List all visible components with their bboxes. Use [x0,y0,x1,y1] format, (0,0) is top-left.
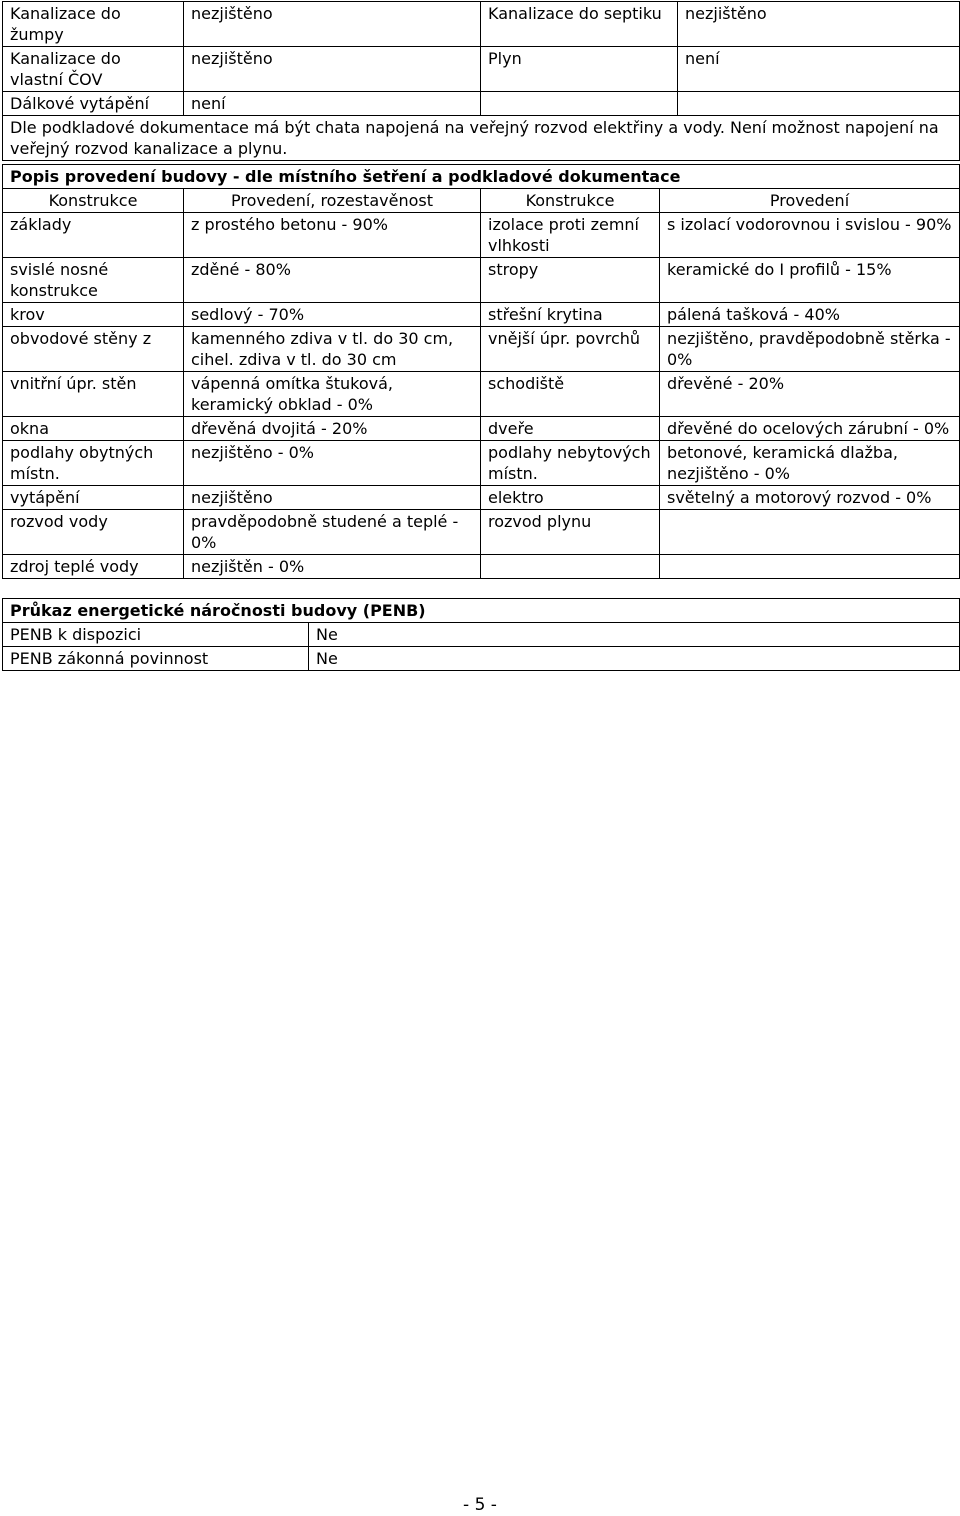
construction-part: zdroj teplé vody [3,555,184,579]
utilities-row [3,2,960,47]
construction-part: vytápění [3,486,184,510]
column-header: Konstrukce [3,189,184,213]
construction-row [3,486,960,510]
utility-value: nezjištěno [184,47,481,92]
utility-label: Kanalizace do vlastní ČOV [3,47,184,92]
utility-value [678,92,960,116]
construction-part: dveře [481,417,660,441]
utility-value: není [184,92,481,116]
construction-execution: zděné - 80% [184,258,481,303]
construction-part: krov [3,303,184,327]
construction-row [3,327,960,372]
construction-part: vnější úpr. povrchů [481,327,660,372]
utilities-note-row [3,116,960,161]
utility-label [481,92,678,116]
construction-part: svislé nosné konstrukce [3,258,184,303]
utility-label: Plyn [481,47,678,92]
construction-execution: světelný a motorový rozvod - 0% [660,486,960,510]
construction-execution: betonové, keramická dlažba, nezjištěno - 0% [660,441,960,486]
construction-execution [660,555,960,579]
construction-part: rozvod plynu [481,510,660,555]
construction-execution: nezjištěno, pravděpodobně stěrka - 0% [660,327,960,372]
penb-row [3,647,960,671]
construction-row [3,372,960,417]
construction-row [3,213,960,258]
construction-execution: keramické do I profilů - 15% [660,258,960,303]
penb-title-row [3,599,960,623]
utilities-table [2,1,960,161]
construction-execution: pálená tašková - 40% [660,303,960,327]
construction-part: schodiště [481,372,660,417]
penb-row [3,623,960,647]
utility-label: Dálkové vytápění [3,92,184,116]
construction-row [3,417,960,441]
construction-title: Popis provedení budovy - dle místního šetření a podkladové dokumentace [3,165,960,189]
construction-part: střešní krytina [481,303,660,327]
construction-part: základy [3,213,184,258]
utilities-note: Dle podkladové dokumentace má být chata napojená na veřejný rozvod elektřiny a vody. Není možnost napojení na veřejný rozvod kanalizace a plynu. [3,116,960,161]
utility-value: nezjištěno [678,2,960,47]
utility-value: nezjištěno [184,2,481,47]
construction-row [3,258,960,303]
construction-header-row [3,189,960,213]
construction-execution: dřevěné - 20% [660,372,960,417]
construction-execution: z prostého betonu - 90% [184,213,481,258]
construction-row [3,555,960,579]
construction-execution [660,510,960,555]
penb-value: Ne [309,623,960,647]
penb-label: PENB zákonná povinnost [3,647,309,671]
utilities-row [3,47,960,92]
utilities-row [3,92,960,116]
construction-title-row [3,165,960,189]
construction-table [2,164,960,579]
construction-part: podlahy obytných místn. [3,441,184,486]
construction-part: elektro [481,486,660,510]
penb-title: Průkaz energetické náročnosti budovy (PENB) [3,599,960,623]
penb-label: PENB k dispozici [3,623,309,647]
construction-execution: nezjištěno [184,486,481,510]
construction-part [481,555,660,579]
page-number: - 5 - [463,1495,497,1515]
construction-execution: kamenného zdiva v tl. do 30 cm, cihel. zdiva v tl. do 30 cm [184,327,481,372]
construction-execution: dřevěná dvojitá - 20% [184,417,481,441]
penb-value: Ne [309,647,960,671]
utility-value: není [678,47,960,92]
construction-execution: vápenná omítka štuková, keramický obklad - 0% [184,372,481,417]
construction-part: obvodové stěny z [3,327,184,372]
construction-part: izolace proti zemní vlhkosti [481,213,660,258]
utility-label: Kanalizace do žumpy [3,2,184,47]
column-header: Provedení [660,189,960,213]
construction-execution: nezjištěn - 0% [184,555,481,579]
construction-row [3,303,960,327]
construction-part: rozvod vody [3,510,184,555]
utility-label: Kanalizace do septiku [481,2,678,47]
construction-execution: nezjištěno - 0% [184,441,481,486]
construction-row [3,441,960,486]
construction-part: stropy [481,258,660,303]
construction-execution: dřevěné do ocelových zárubní - 0% [660,417,960,441]
construction-execution: pravděpodobně studené a teplé - 0% [184,510,481,555]
construction-row [3,510,960,555]
construction-part: podlahy nebytových místn. [481,441,660,486]
column-header: Konstrukce [481,189,660,213]
construction-part: okna [3,417,184,441]
column-header: Provedení, rozestavěnost [184,189,481,213]
construction-execution: s izolací vodorovnou i svislou - 90% [660,213,960,258]
construction-execution: sedlový - 70% [184,303,481,327]
construction-part: vnitřní úpr. stěn [3,372,184,417]
penb-table [2,598,960,671]
